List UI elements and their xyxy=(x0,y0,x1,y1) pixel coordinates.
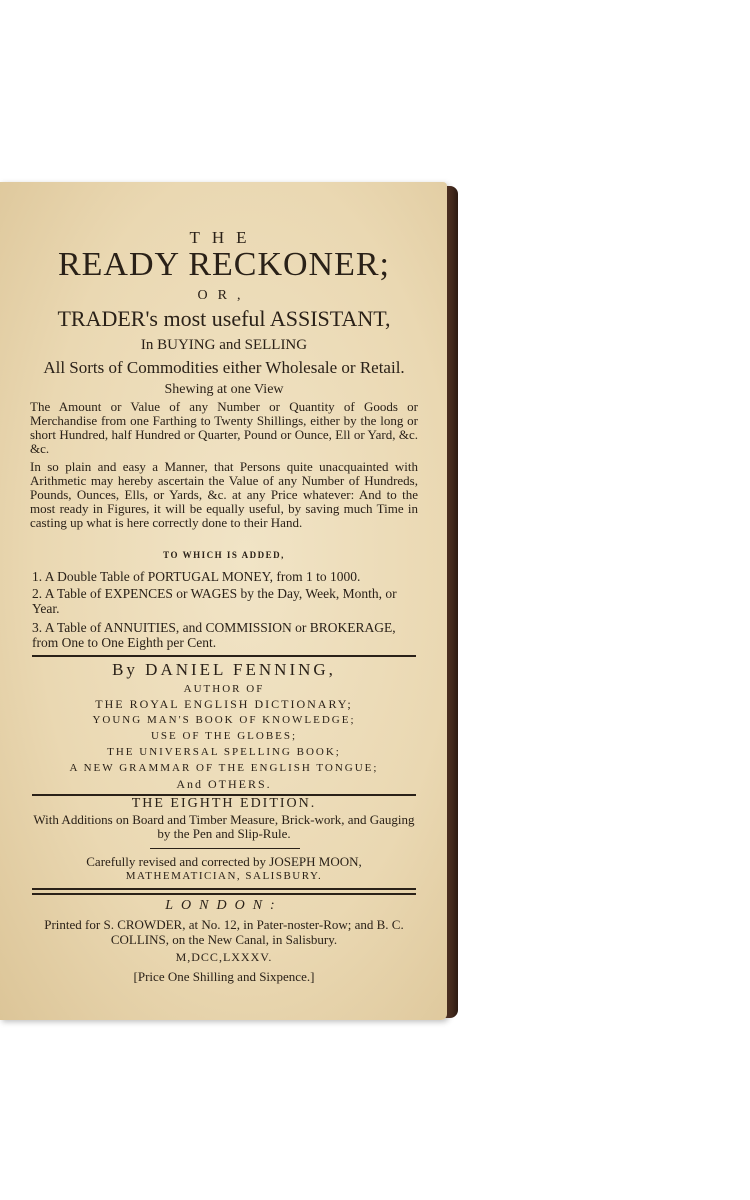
shewing-line: Shewing at one View xyxy=(164,382,284,397)
work-title: THE UNIVERSAL SPELLING BOOK; xyxy=(107,746,341,758)
work-title: USE OF THE GLOBES; xyxy=(150,730,298,742)
list-item: 3. A Table of ANNUITIES, and COMMISSION or BROKERAGE, from One to One Eighth per Cent. xyxy=(32,620,396,650)
imprint-printer: Printed for S. CROWDER, at No. 12, in Pater-noster-Row; and B. C. COLLINS, on the New Canal, in Salisbury. xyxy=(44,917,404,947)
additions: With Additions on Board and Timber Measure, Brick-work, and Gauging by the Pen and Slip-Rule. xyxy=(33,812,415,841)
amount-paragraph: The Amount or Value of any Number or Quantity of Goods or Merchandise from one Farthing to Twenty Shillings, either by the long or short Hundred, half Hundred or Quarter, Pound or Ounce, Ell or Yard, &c. &c. xyxy=(30,399,418,456)
title-the: THE xyxy=(189,228,259,247)
plain-paragraph: In so plain and easy a Manner, that Persons quite unacquainted with Arithmetic may hereby ascertain the Value of any Number of Hundreds, Pounds, Ounces, Ells, or Yards, &c. at any Price whatever: And to the most ready in Figures, it will be equally useful, by saving much Time in casting up what is here correctly done to their Hand. xyxy=(30,459,418,530)
author-of: AUTHOR OF xyxy=(183,683,265,695)
subtitle: TRADER's most useful ASSISTANT, xyxy=(57,306,391,331)
mathematician-line: MATHEMATICIAN, SALISBURY. xyxy=(125,870,323,882)
revised-line: Carefully revised and corrected by JOSEPH MOON, xyxy=(86,854,362,869)
work-title: YOUNG MAN'S BOOK OF KNOWLEDGE; xyxy=(92,714,356,726)
imprint-city: LONDON: xyxy=(165,898,283,913)
to-which-added: TO WHICH IS ADDED, xyxy=(163,550,285,560)
title-or: OR, xyxy=(197,288,251,303)
divider xyxy=(32,655,416,657)
list-item: 1. A Double Table of PORTUGAL MONEY, from 1 to 1000. xyxy=(32,569,361,584)
work-title: And OTHERS. xyxy=(176,777,272,791)
commodities-line: All Sorts of Commodities either Wholesale or Retail. xyxy=(43,358,405,377)
divider xyxy=(150,848,300,849)
divider xyxy=(32,888,416,890)
price-line: [Price One Shilling and Sixpence.] xyxy=(133,969,315,984)
work-title: A NEW GRAMMAR OF THE ENGLISH TONGUE; xyxy=(69,762,379,774)
work-title: THE ROYAL ENGLISH DICTIONARY; xyxy=(95,697,353,711)
divider xyxy=(32,893,416,895)
imprint-year: M,DCC,LXXXV. xyxy=(175,950,273,964)
author-line: By DANIEL FENNING, xyxy=(112,660,336,679)
buying-selling: In BUYING and SELLING xyxy=(140,337,308,353)
title-page xyxy=(0,182,447,1020)
main-title: READY RECKONER; xyxy=(57,246,391,283)
list-item: 2. A Table of EXPENCES or WAGES by the Day, Week, Month, or Year. xyxy=(32,586,397,616)
edition: THE EIGHTH EDITION. xyxy=(131,796,317,811)
